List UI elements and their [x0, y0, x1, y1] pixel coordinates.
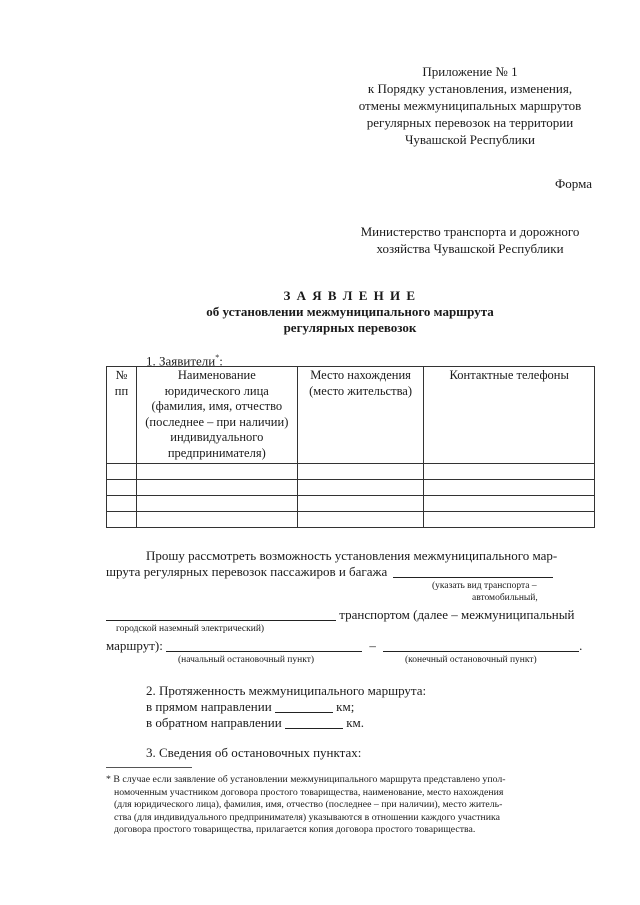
- annex-line: регулярных перевозок на территории: [366, 115, 574, 130]
- annex-line: к Порядку установления, изменения,: [367, 81, 573, 96]
- column-header-name: Наименование юридического лица (фамилия, имя, отчество (последнее – при наличии) индивидуального предпринимателя): [136, 367, 297, 464]
- addressee-line: Министерство транспорта и дорожного: [360, 224, 580, 239]
- table-cell[interactable]: [136, 512, 297, 528]
- addressee-line: хозяйства Чувашской Республики: [376, 241, 564, 256]
- annex-line: Приложение № 1: [422, 64, 518, 79]
- forward-unit: км;: [336, 699, 355, 714]
- table-cell[interactable]: [424, 464, 595, 480]
- column-header-number: № пп: [107, 367, 137, 464]
- start-stop-field[interactable]: [166, 638, 362, 652]
- request-line-1: Прошу рассмотреть возможность установления межмуниципального мар-: [146, 548, 558, 563]
- backward-unit: км.: [346, 715, 364, 730]
- footnote-mark: *: [215, 353, 220, 362]
- table-row: [107, 464, 595, 480]
- request-line-3-text: транспортом (далее – межмуниципальный: [339, 607, 575, 622]
- footnote-line: (для юридического лица), фамилия, имя, отчество (последнее – при наличии), место житель-: [114, 799, 503, 811]
- table-cell[interactable]: [424, 480, 595, 496]
- table-cell[interactable]: [297, 496, 424, 512]
- end-stop-field[interactable]: [383, 638, 579, 652]
- annex-block: [340, 63, 600, 148]
- transport-type-field[interactable]: [393, 564, 553, 578]
- forward-length-field[interactable]: [275, 699, 333, 713]
- table-cell[interactable]: [424, 496, 595, 512]
- table-row: [107, 480, 595, 496]
- table-cell[interactable]: [107, 512, 137, 528]
- request-line-3: [106, 606, 574, 623]
- table-cell[interactable]: [136, 480, 297, 496]
- footnote-line: [106, 774, 606, 787]
- table-row: [107, 512, 595, 528]
- footnote-line: договора простого товарищества, прилагается копия договора простого товарищества.: [114, 824, 476, 836]
- addressee-block: [340, 223, 600, 257]
- table-header-row: [107, 367, 595, 464]
- footnote-mark: *: [106, 774, 111, 785]
- table-cell[interactable]: [297, 480, 424, 496]
- hint-electric: городской наземный электрический): [116, 624, 265, 634]
- forward-length-line: [146, 698, 354, 715]
- annex-line: отмены межмуниципальных маршрутов: [358, 98, 582, 113]
- table-cell[interactable]: [107, 464, 137, 480]
- section1-label: 1. Заявители: [146, 353, 216, 369]
- table-cell[interactable]: [107, 496, 137, 512]
- section2-heading: 2. Протяженность межмуниципального маршрута:: [146, 683, 427, 698]
- document-title: З А Я В Л Е Н И Е: [283, 288, 417, 303]
- backward-length-field[interactable]: [285, 715, 343, 729]
- table-cell[interactable]: [297, 464, 424, 480]
- column-header-phones: Контактные телефоны: [424, 367, 595, 464]
- document-subtitle: об установлении межмуниципального маршрута: [206, 304, 494, 319]
- table-cell[interactable]: [107, 480, 137, 496]
- forward-label: в прямом направлении: [146, 699, 272, 714]
- request-line-2: [106, 563, 553, 580]
- footnote-line: номоченным участником договора простого товарищества, наименование, место нахождения: [114, 786, 504, 798]
- footnote: [106, 774, 606, 837]
- colon: :: [219, 353, 223, 369]
- hint-end-stop: (конечный остановочный пункт): [405, 655, 537, 665]
- footnote-line: ства (для индивидуального предпринимателя) указываются в отношении каждого участника: [114, 811, 500, 823]
- backward-length-line: [146, 714, 364, 731]
- table-cell[interactable]: [424, 512, 595, 528]
- form-label: Форма: [555, 176, 592, 191]
- request-line-4: [106, 637, 582, 654]
- annex-line: Чувашской Республики: [404, 132, 536, 147]
- hint-transport-type-2: автомобильный,: [472, 593, 538, 603]
- request-line-2-text: шрута регулярных перевозок пассажиров и багажа: [106, 564, 388, 579]
- table-cell[interactable]: [297, 512, 424, 528]
- route-dash: –: [369, 638, 376, 653]
- table-cell[interactable]: [136, 496, 297, 512]
- column-header-location: Место нахождения (место жительства): [297, 367, 424, 464]
- applicants-table: [106, 366, 595, 528]
- hint-start-stop: (начальный остановочный пункт): [178, 655, 315, 665]
- footnote-divider: [106, 767, 192, 768]
- backward-label: в обратном направлении: [146, 715, 282, 730]
- transport-type-field-2[interactable]: [106, 607, 336, 621]
- section3-heading: 3. Сведения об остановочных пунктах:: [146, 745, 362, 760]
- footnote-text: В случае если заявление об установлении межмуниципального маршрута представлено упол-: [113, 774, 506, 785]
- table-cell[interactable]: [136, 464, 297, 480]
- table-row: [107, 496, 595, 512]
- hint-transport-type: (указать вид транспорта –: [432, 581, 537, 591]
- period: .: [579, 638, 583, 653]
- route-label: маршрут):: [106, 638, 163, 653]
- document-subtitle: регулярных перевозок: [283, 320, 417, 335]
